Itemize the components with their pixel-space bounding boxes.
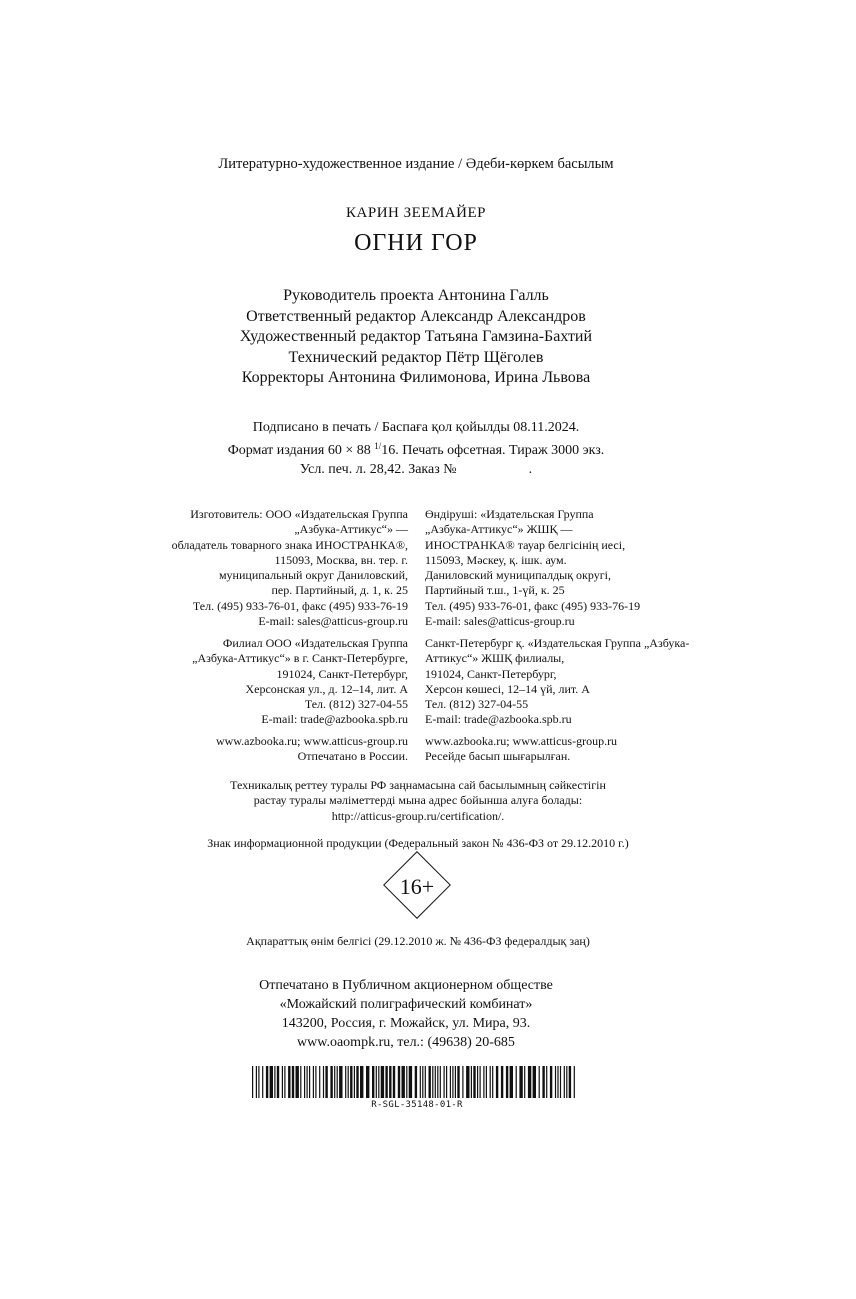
branch-ru: Филиал ООО «Издательская Группа „Азбука-Аттикус“» в г. Санкт-Петербурге, 191024, Санкт-Петербург, Херсонская ул., д. 12–14, лит. А Тел. (812) 327-04-55 E-mail: trade@azbooka.spb.ru (192, 636, 408, 727)
signed-line: Подписано в печать / Баспаға қол қойылды 08.11.2024. (252, 420, 580, 435)
branch-kz: Санкт-Петербург қ. «Издательская Группа „Азбука- Аттикус“» ЖШҚ филиалы, 191024, Санкт-Петербург, Херсон көшесі, 12–14 үй, лит. А Тел. (812) 327-04-55 E-mail: trade@azbooka.spb.ru (425, 636, 690, 727)
barcode (252, 1066, 579, 1098)
certification-note: Техникалық реттеу туралы РФ заңнамасына сай басылымның сәйкестігін растау туралы мәліметтерді мына адрес бойынша алуға болады: http://atticus-group.ru/certification/. (230, 778, 606, 823)
format-line: Формат издания 60 × 88 $^{1/}$16. Печать офсетная. Тираж 3000 экз. (227, 441, 605, 458)
credits-block (0, 286, 832, 389)
info-sign-ru: Знак информационной продукции (Федеральный закон № 436-ФЗ от 29.12.2010 г.) (207, 836, 629, 850)
book-title: ОГНИ ГОР (354, 230, 478, 256)
printer-info: Отпечатано в Публичном акционерном обществе «Можайский полиграфический комбинат» 143200, Россия, г. Можайск, ул. Мира, 93. www.oaompk.ru, тел.: (49638) 20-685 (259, 978, 553, 1050)
info-sign-kz: Ақпараттық өнім белгісі (29.12.2010 ж. № 436-ФЗ федералдық заң) (246, 934, 590, 948)
edition-type: Литературно-художественное издание / Әдеби-көркем басылым (218, 156, 614, 172)
publisher-ru: Изготовитель: ООО «Издательская Группа „Азбука-Аттикус“» — обладатель товарного знака ИНОСТРАНКА®, 115093, Москва, вн. тер. г. муниципальный округ Даниловский, пер. Партийный, д. 1, к. 25 Тел. (495) 933-76-01, факс (495) 933-76-19 E-mail: sales@atticus-group.ru (171, 507, 408, 629)
web-kz: www.azbooka.ru; www.atticus-group.ru Ресейде басып шығарылған. (425, 734, 618, 764)
credit-line: Корректоры Антонина Филимонова, Ирина Львова (241, 369, 591, 386)
credit-line: Художественный редактор Татьяна Гамзина-Бахтий (239, 328, 593, 345)
barcode-caption: R-SGL-35148-01-R (371, 1100, 463, 1110)
credit-line: Ответственный редактор Александр Александров (246, 307, 586, 325)
publisher-kz: Өндіруші: «Издательская Группа „Азбука-Аттикус“» ЖШҚ — ИНОСТРАНКА® тауар белгісінің иесі, 115093, Мәскеу, қ. ішк. аум. Даниловский муниципалдық округі, Партийный т.ш., 1-үй, к. 25 Тел. (495) 933-76-01, факс (495) 933-76-19 E-mail: sales@atticus-group.ru (425, 507, 641, 629)
web-ru: www.azbooka.ru; www.atticus-group.ru Отпечатано в России. (215, 734, 408, 764)
credit-line: Технический редактор Пётр Щёголев (288, 348, 544, 366)
credit-line: Руководитель проекта Антонина Галль (283, 287, 549, 304)
sheets-line: Усл. печ. л. 28,42. Заказ № . (299, 462, 533, 477)
age-rating-label: 16+ (399, 874, 435, 899)
author-name: КАРИН ЗЕЕМАЙЕР (346, 205, 486, 221)
imprint-block (0, 418, 832, 479)
